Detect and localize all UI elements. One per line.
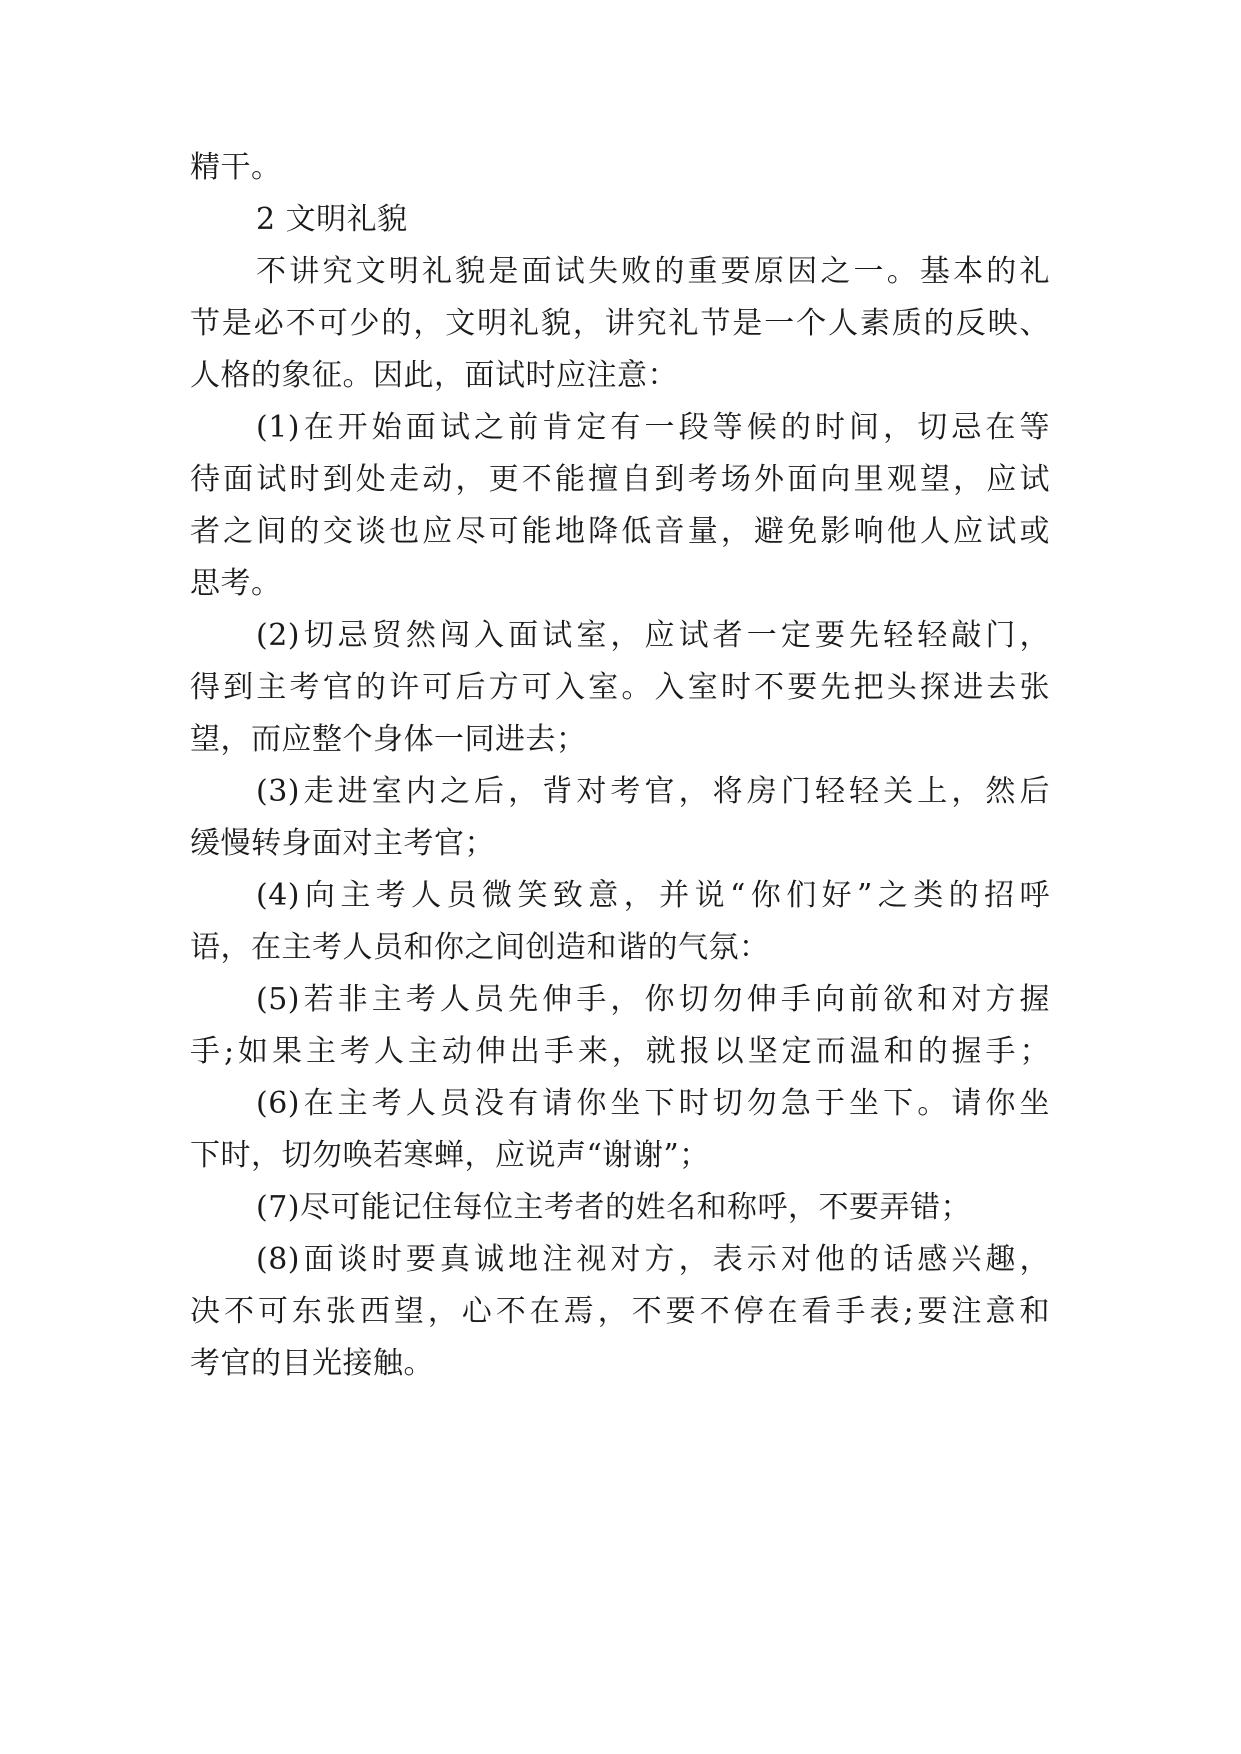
paragraph-line: 下时，切勿唤若寒蝉，应说声“谢谢”；: [190, 1138, 710, 1173]
paragraph-line: 者之间的交谈也应尽可能地降低音量，避免影响他人应试或: [190, 514, 1050, 549]
paragraph-line: 缓慢转身面对主考官；: [190, 826, 495, 861]
paragraph-line: (6)在主考人员没有请你坐下时切勿急于坐下。请你坐: [256, 1086, 1050, 1121]
section-heading: 2 文明礼貌: [256, 202, 408, 237]
paragraph-line: 决不可东张西望，心不在焉，不要不停在看手表;要注意和: [190, 1294, 1050, 1329]
paragraph-line: 不讲究文明礼貌是面试失败的重要原因之一。基本的礼: [256, 254, 1050, 289]
paragraph-line: 望，而应整个身体一同进去；: [190, 722, 587, 757]
paragraph-line: 思考。: [190, 566, 282, 601]
paragraph-line: (7)尽可能记住每位主考者的姓名和称呼，不要弄错；: [256, 1190, 971, 1225]
paragraph-line: (4)向主考人员微笑致意，并说“你们好”之类的招呼: [256, 878, 1050, 913]
paragraph-line: 考官的目光接触。: [190, 1346, 434, 1381]
paragraph-line: 节是必不可少的，文明礼貌，讲究礼节是一个人素质的反映、: [190, 306, 1050, 341]
paragraph-line: (1)在开始面试之前肯定有一段等候的时间，切忌在等: [256, 410, 1050, 445]
paragraph-line: 得到主考官的许可后方可入室。入室时不要先把头探进去张: [190, 670, 1050, 705]
text-line: 精干。: [190, 150, 282, 185]
paragraph-line: 待面试时到处走动，更不能擅自到考场外面向里观望，应试: [190, 462, 1050, 497]
paragraph-line: 手;如果主考人主动伸出手来，就报以坚定而温和的握手；: [190, 1034, 1050, 1069]
paragraph-line: (8)面谈时要真诚地注视对方，表示对他的话感兴趣，: [256, 1242, 1050, 1277]
paragraph-line: 语，在主考人员和你之间创造和谐的气氛：: [190, 930, 770, 965]
paragraph-line: 人格的象征。因此，面试时应注意：: [190, 358, 678, 393]
paragraph-line: (5)若非主考人员先伸手，你切勿伸手向前欲和对方握: [256, 982, 1050, 1017]
paragraph-line: (2)切忌贸然闯入面试室，应试者一定要先轻轻敲门，: [256, 618, 1050, 653]
paragraph-line: (3)走进室内之后，背对考官，将房门轻轻关上，然后: [256, 774, 1050, 809]
